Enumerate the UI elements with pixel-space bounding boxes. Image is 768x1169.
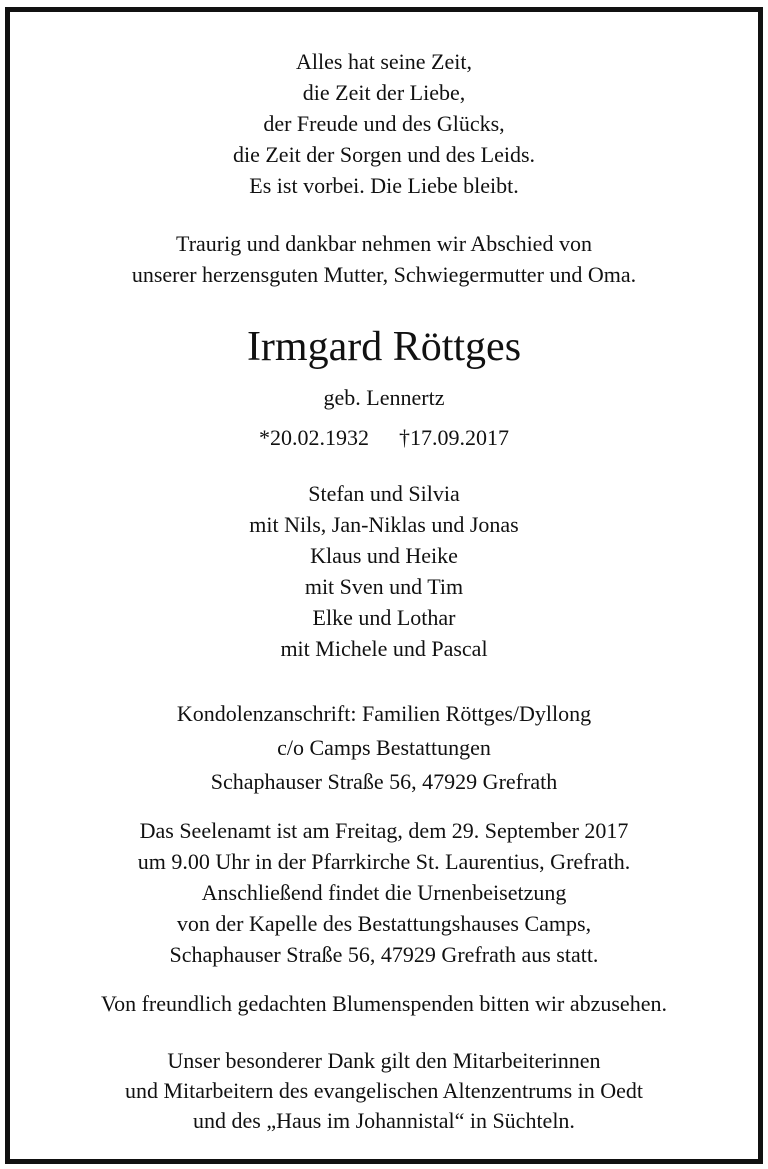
intro-line: Traurig und dankbar nehmen wir Abschied von [176,231,592,256]
poem-line: Es ist vorbei. Die Liebe bleibt. [249,173,519,198]
condolence-line: Kondolenzanschrift: Familien Röttges/Dyllong [176,701,592,726]
birth-date: *20.02.1932 [259,425,369,450]
poem-line: die Zeit der Sorgen und des Leids. [232,142,536,167]
family-line: Klaus und Heike [310,543,458,568]
death-date: †17.09.2017 [399,425,509,450]
condolence-address [0,697,768,799]
family-members [0,478,768,664]
farewell-intro [0,228,768,290]
thanks-note [0,1046,768,1136]
service-line: um 9.00 Uhr in der Pfarrkirche St. Laurentius, Grefrath. [137,849,631,874]
flowers-note [0,988,768,1019]
maiden-name [0,382,768,413]
family-line: Elke und Lothar [312,605,456,630]
condolence-line: c/o Camps Bestattungen [277,735,491,760]
poem [0,46,768,201]
service-line: Schaphauser Straße 56, 47929 Grefrath aus statt. [169,942,599,967]
poem-line: der Freude und des Glücks, [263,111,505,136]
thanks-line: Unser besonderer Dank gilt den Mitarbeiterinnen [167,1048,601,1073]
family-line: mit Sven und Tim [304,574,464,599]
poem-line: Alles hat seine Zeit, [296,49,472,74]
condolence-line: Schaphauser Straße 56, 47929 Grefrath [210,769,558,794]
service-line: von der Kapelle des Bestattungshauses Camps, [176,911,592,936]
thanks-line: und Mitarbeitern des evangelischen Altenzentrums in Oedt [124,1078,644,1103]
service-details [0,815,768,970]
family-line: mit Michele und Pascal [280,636,488,661]
maiden-name-text: geb. Lennertz [323,385,445,410]
service-line: Das Seelenamt ist am Freitag, dem 29. September 2017 [139,818,629,843]
family-line: Stefan und Silvia [308,481,460,506]
family-line: mit Nils, Jan-Niklas und Jonas [249,512,519,537]
deceased-name: Irmgard Röttges [246,324,522,370]
thanks-line: und des „Haus im Johannistal“ in Süchteln. [193,1108,575,1133]
flowers-line: Von freundlich gedachten Blumenspenden bitten wir abzusehen. [101,991,667,1016]
service-line: Anschließend findet die Urnenbeisetzung [201,880,567,905]
poem-line: die Zeit der Liebe, [302,80,466,105]
life-dates [0,422,768,453]
intro-line: unserer herzensguten Mutter, Schwiegermutter und Oma. [131,262,637,287]
